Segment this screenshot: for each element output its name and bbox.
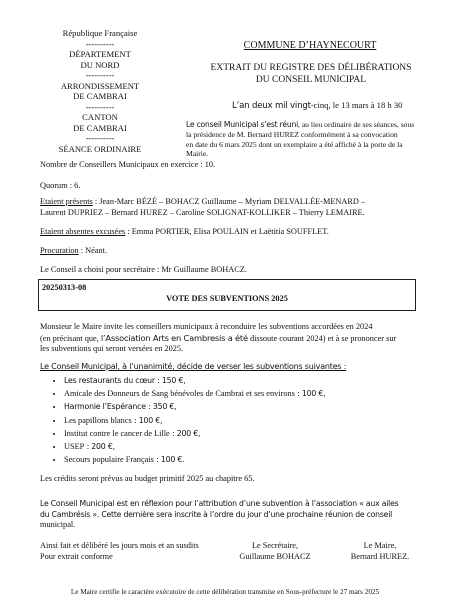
credits-line: Les crédits seront prévus au budget primitif 2025 au chapitre 65. (40, 474, 255, 483)
deliberation-box (38, 279, 416, 311)
subvention-item (64, 453, 420, 466)
meeting-intro (186, 120, 436, 159)
secretaire-title: Le Secrétaire, (251, 541, 299, 550)
intro-line-2: la présidence de M. Bernard HUREZ conformément à sa convocation (186, 129, 398, 139)
subventions-list (50, 374, 420, 466)
invitation-paragraph (40, 322, 440, 355)
decision-line: Le Conseil Municipal, à l’unanimité, décide de verser les subventions suivantes : (40, 362, 347, 371)
intro-rest: , au lieu ordinaire de ses séances, sous (298, 120, 415, 129)
intro-line-3: en date du 6 mars 2025 dont un exemplaire a été affiché à la porte de la (186, 139, 403, 149)
procuration-value: : Néant. (78, 246, 108, 255)
subvention-name: Secours populaire Français (64, 455, 154, 465)
de-cambrai: DE CAMBRAI (73, 91, 127, 101)
arrondissement: ARRONDISSEMENT (60, 80, 140, 91)
subvention-item (64, 440, 420, 453)
separator: ---------- (85, 70, 115, 80)
procuration-label: Procuration (40, 246, 79, 255)
subventions-ul (50, 374, 420, 466)
reflexion-paragraph (40, 499, 440, 531)
subvention-amount: : 100 €. (153, 455, 185, 465)
republique-francaise: République Française (62, 28, 138, 38)
subvention-amount: : 200 €, (84, 442, 115, 452)
separator: ---------- (85, 133, 115, 143)
subvention-amount: : 100 €, (294, 389, 326, 399)
invitation-handwritten: l’Association Arts en Cambresis a été (100, 332, 248, 343)
seance-ordinaire: SÉANCE ORDINAIRE (58, 143, 142, 154)
left-header (40, 28, 160, 154)
date-rest: -cinq, le 13 mars à 18 h 30 (310, 100, 403, 110)
reflexion-line-2: du Cambrésis ». Cette dernière sera inscrite à l’ordre du jour d’une prochaine réunion de conseil (40, 509, 393, 519)
subvention-amount: : 200 €, (169, 428, 201, 438)
excuses-names: : Emma PORTIER, Elisa POULAIN et Laëtitia SOUFFLET. (125, 227, 329, 236)
subvention-item (64, 387, 420, 400)
secretaire-choisi: Le Conseil a choisi pour secrétaire : Mr Guillaume BOHACZ. (40, 265, 247, 274)
subvention-item (64, 374, 420, 387)
extrait-line-2: DU CONSEIL MUNICIPAL (255, 75, 367, 85)
subvention-item (64, 400, 420, 413)
presents-line-2: Laurent DUPRIEZ – Bernard HUREZ – Caroline SOLIGNAT-KOLLIKER – Thierry LEMAIRE. (40, 207, 365, 217)
separator: ---------- (85, 101, 115, 112)
invitation-line-2b: dissoute courant 2024) et à se prononcer sur (247, 333, 397, 343)
maire-title: Le Maire, (363, 541, 397, 550)
footer-certification: Le Maire certifie le caractère exécutoire de cette délibération transmise en Sous-préfecture le 27 mars 2025 (70, 588, 380, 596)
commune-title: COMMUNE D’HAYNECOURT (243, 40, 377, 51)
subvention-name: Harmonie l’Espérance (64, 402, 146, 412)
presents-line-1: : Jean-Marc BÉZÉ – BOHACZ Guillaume – Myriam DELVALLÉE-MENARD – (92, 197, 366, 206)
canton: CANTON (82, 112, 118, 122)
ainsi-fait (40, 541, 240, 562)
extrait-line-1: EXTRAIT DU REGISTRE DES DÉLIBÉRATIONS (210, 63, 412, 73)
reflexion-line-1: Le Conseil Municipal est en réflexion pour l’attribution d’une subvention à l’association « aux ailes (40, 499, 399, 508)
subvention-name: Les restaurants du cœur (64, 376, 155, 385)
invitation-line-2a: (en précisant que, (40, 333, 101, 343)
procuration (40, 246, 107, 257)
meeting-date (232, 100, 432, 112)
date-handwritten: L’an deux mil vingt (232, 101, 311, 111)
pour-extrait: Pour extrait conforme (40, 551, 113, 561)
invitation-line-3: les subventions qui seront versées en 2025. (40, 344, 184, 353)
subvention-name: Institut contre le cancer de Lille (64, 428, 170, 438)
subvention-amount: : 150 €, (154, 376, 186, 385)
quorum: Quorum : 6. (40, 181, 81, 190)
secretaire-signature (230, 541, 320, 562)
reflexion-line-3: municipal. (40, 520, 76, 529)
maire-signature (335, 541, 425, 562)
subvention-name: Amicale des Donneurs de Sang bénévoles de Cambrai et ses environs (64, 389, 295, 399)
departement: DÉPARTEMENT (69, 49, 131, 59)
separator: ---------- (85, 38, 115, 49)
absentes-excusees (40, 227, 329, 238)
ainsi-text: Ainsi fait et délibéré les jours mois et an susdits (40, 541, 199, 550)
subvention-item (64, 414, 420, 427)
extrait-title (195, 62, 427, 86)
presents (40, 197, 440, 218)
du-nord: DU NORD (80, 59, 120, 70)
maire-name: Bernard HUREZ. (350, 551, 410, 561)
presents-label: Etaient présents (40, 197, 93, 206)
deliberation-number: 20250313-08 (42, 283, 87, 292)
intro-line-4: Mairie. (186, 149, 209, 159)
deliberation-title: VOTE DES SUBVENTIONS 2025 (166, 294, 288, 303)
subvention-name: USEP (64, 442, 85, 452)
secretaire-name: Guillaume BOHACZ (239, 551, 311, 561)
invitation-line-1: Monsieur le Maire invite les conseillers municipaux à reconduire les subventions accordées en 2024 (40, 322, 373, 331)
excuses-label: Etaient absentes excusées (40, 227, 126, 236)
subvention-item (64, 427, 420, 440)
intro-handwritten: Le conseil Municipal s’est réuni (186, 120, 299, 129)
subvention-amount: : 350 €, (145, 402, 177, 412)
de-cambrai-canton: DE CAMBRAI (73, 122, 127, 133)
nombre-conseillers: Nombre de Conseillers Municipaux en exercice : 10. (40, 160, 216, 169)
subvention-amount: : 100 €, (131, 415, 163, 425)
subvention-name: Les papillons blancs (64, 415, 132, 425)
